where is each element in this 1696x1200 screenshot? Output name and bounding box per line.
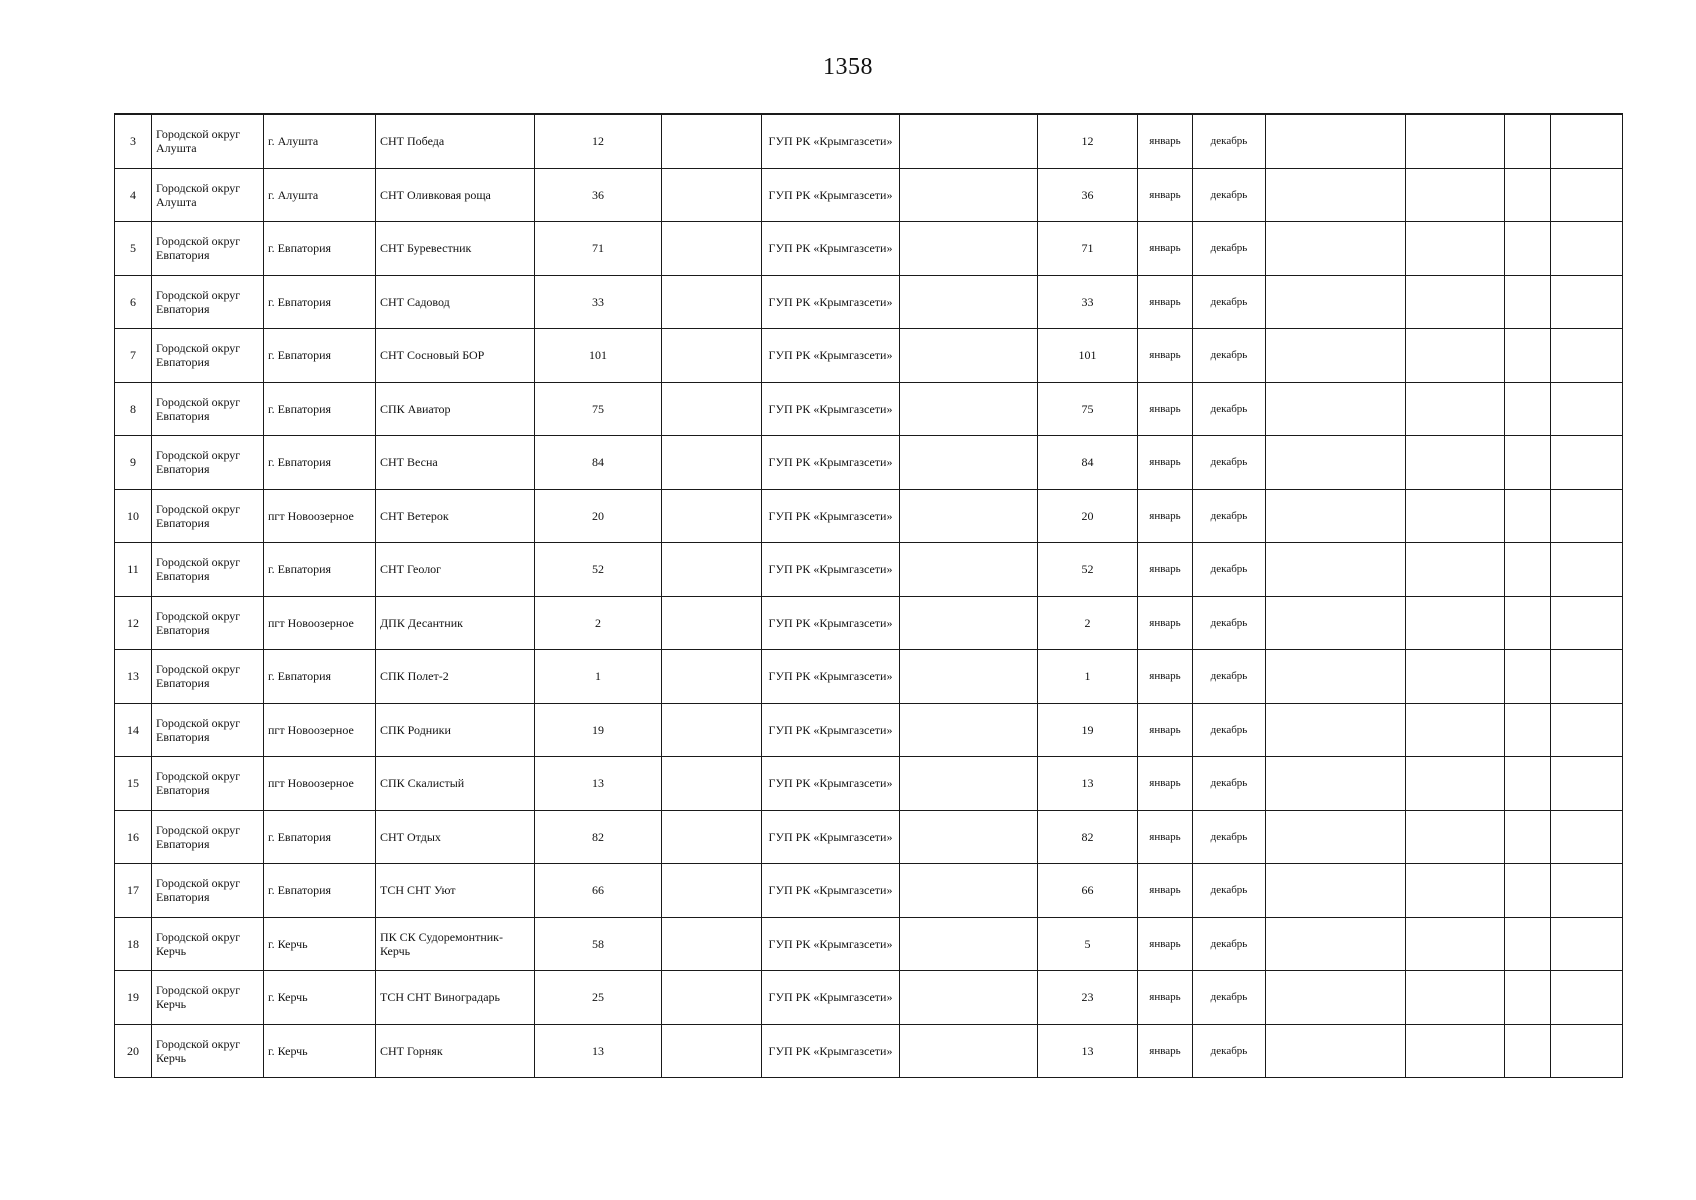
operator-cell: ГУП РК «Крымгазсети»	[762, 810, 900, 864]
empty-cell	[662, 757, 762, 811]
row-number-cell: 7	[115, 329, 152, 383]
empty-cell	[1551, 222, 1623, 276]
quantity-cell: 19	[535, 703, 662, 757]
empty-cell	[1505, 1024, 1551, 1078]
empty-cell	[1551, 703, 1623, 757]
locality-cell: г. Евпатория	[264, 650, 376, 704]
end-month-cell: декабрь	[1193, 329, 1266, 383]
empty-cell	[1406, 114, 1505, 168]
table-row	[115, 757, 1623, 811]
empty-cell	[1266, 543, 1406, 597]
start-month-cell: январь	[1138, 168, 1193, 222]
start-month-cell: январь	[1138, 810, 1193, 864]
start-month-cell: январь	[1138, 917, 1193, 971]
quantity-cell: 20	[535, 489, 662, 543]
empty-cell	[1266, 864, 1406, 918]
empty-cell	[662, 275, 762, 329]
organization-cell: СПК Авиатор	[376, 382, 535, 436]
row-number-cell: 10	[115, 489, 152, 543]
empty-cell	[1505, 810, 1551, 864]
empty-cell	[662, 436, 762, 490]
empty-cell	[900, 329, 1038, 383]
empty-cell	[1406, 222, 1505, 276]
start-month-cell: январь	[1138, 757, 1193, 811]
operator-cell: ГУП РК «Крымгазсети»	[762, 543, 900, 597]
empty-cell	[1505, 757, 1551, 811]
end-month-cell: декабрь	[1193, 650, 1266, 704]
empty-cell	[900, 382, 1038, 436]
quantity-planned-cell: 52	[1038, 543, 1138, 597]
quantity-cell: 25	[535, 971, 662, 1025]
table-row	[115, 810, 1623, 864]
empty-cell	[900, 436, 1038, 490]
empty-cell	[1505, 168, 1551, 222]
start-month-cell: январь	[1138, 329, 1193, 383]
empty-cell	[662, 810, 762, 864]
quantity-cell: 13	[535, 1024, 662, 1078]
empty-cell	[1266, 971, 1406, 1025]
empty-cell	[662, 971, 762, 1025]
locality-cell: г. Евпатория	[264, 275, 376, 329]
empty-cell	[662, 864, 762, 918]
empty-cell	[1266, 489, 1406, 543]
operator-cell: ГУП РК «Крымгазсети»	[762, 650, 900, 704]
organization-cell: СНТ Отдых	[376, 810, 535, 864]
empty-cell	[1551, 810, 1623, 864]
start-month-cell: январь	[1138, 489, 1193, 543]
organization-cell: ПК СК Судоремонтник-Керчь	[376, 917, 535, 971]
empty-cell	[1505, 222, 1551, 276]
end-month-cell: декабрь	[1193, 703, 1266, 757]
empty-cell	[1551, 275, 1623, 329]
district-cell: Городской округ Керчь	[152, 1024, 264, 1078]
operator-cell: ГУП РК «Крымгазсети»	[762, 436, 900, 490]
empty-cell	[1266, 703, 1406, 757]
empty-cell	[662, 168, 762, 222]
empty-cell	[662, 222, 762, 276]
locality-cell: г. Алушта	[264, 168, 376, 222]
district-cell: Городской округ Евпатория	[152, 329, 264, 383]
empty-cell	[900, 864, 1038, 918]
empty-cell	[1406, 917, 1505, 971]
end-month-cell: декабрь	[1193, 222, 1266, 276]
empty-cell	[662, 543, 762, 597]
organization-cell: СНТ Горняк	[376, 1024, 535, 1078]
empty-cell	[662, 382, 762, 436]
empty-cell	[1406, 436, 1505, 490]
empty-cell	[1505, 917, 1551, 971]
locality-cell: г. Евпатория	[264, 222, 376, 276]
row-number-cell: 20	[115, 1024, 152, 1078]
row-number-cell: 13	[115, 650, 152, 704]
empty-cell	[900, 543, 1038, 597]
quantity-cell: 2	[535, 596, 662, 650]
operator-cell: ГУП РК «Крымгазсети»	[762, 382, 900, 436]
table-body	[115, 114, 1623, 1078]
empty-cell	[1266, 596, 1406, 650]
empty-cell	[1505, 114, 1551, 168]
locality-cell: г. Евпатория	[264, 810, 376, 864]
locality-cell: г. Керчь	[264, 917, 376, 971]
operator-cell: ГУП РК «Крымгазсети»	[762, 917, 900, 971]
organization-cell: СПК Полет-2	[376, 650, 535, 704]
district-cell: Городской округ Евпатория	[152, 222, 264, 276]
locality-cell: г. Евпатория	[264, 329, 376, 383]
row-number-cell: 9	[115, 436, 152, 490]
end-month-cell: декабрь	[1193, 810, 1266, 864]
empty-cell	[900, 114, 1038, 168]
organization-cell: СНТ Сосновый БОР	[376, 329, 535, 383]
empty-cell	[1551, 436, 1623, 490]
empty-cell	[662, 596, 762, 650]
organization-cell: СНТ Садовод	[376, 275, 535, 329]
empty-cell	[900, 703, 1038, 757]
table-row	[115, 650, 1623, 704]
empty-cell	[1505, 971, 1551, 1025]
locality-cell: пгт Новоозерное	[264, 596, 376, 650]
district-cell: Городской округ Евпатория	[152, 810, 264, 864]
start-month-cell: январь	[1138, 222, 1193, 276]
district-cell: Городской округ Евпатория	[152, 543, 264, 597]
empty-cell	[1266, 917, 1406, 971]
empty-cell	[900, 168, 1038, 222]
quantity-planned-cell: 13	[1038, 757, 1138, 811]
organization-cell: СНТ Оливковая роща	[376, 168, 535, 222]
table-row	[115, 275, 1623, 329]
row-number-cell: 19	[115, 971, 152, 1025]
empty-cell	[1406, 757, 1505, 811]
empty-cell	[1505, 329, 1551, 383]
end-month-cell: декабрь	[1193, 168, 1266, 222]
table-row	[115, 168, 1623, 222]
row-number-cell: 18	[115, 917, 152, 971]
end-month-cell: декабрь	[1193, 917, 1266, 971]
district-cell: Городской округ Евпатория	[152, 703, 264, 757]
empty-cell	[1505, 489, 1551, 543]
quantity-cell: 82	[535, 810, 662, 864]
empty-cell	[900, 650, 1038, 704]
empty-cell	[1266, 275, 1406, 329]
district-cell: Городской округ Евпатория	[152, 757, 264, 811]
row-number-cell: 11	[115, 543, 152, 597]
locality-cell: пгт Новоозерное	[264, 757, 376, 811]
organization-cell: СПК Скалистый	[376, 757, 535, 811]
quantity-cell: 12	[535, 114, 662, 168]
quantity-planned-cell: 23	[1038, 971, 1138, 1025]
row-number-cell: 12	[115, 596, 152, 650]
row-number-cell: 6	[115, 275, 152, 329]
empty-cell	[1266, 436, 1406, 490]
locality-cell: г. Алушта	[264, 114, 376, 168]
operator-cell: ГУП РК «Крымгазсети»	[762, 489, 900, 543]
quantity-planned-cell: 12	[1038, 114, 1138, 168]
empty-cell	[1505, 596, 1551, 650]
empty-cell	[1406, 650, 1505, 704]
start-month-cell: январь	[1138, 382, 1193, 436]
quantity-planned-cell: 2	[1038, 596, 1138, 650]
empty-cell	[1505, 703, 1551, 757]
table-row	[115, 114, 1623, 168]
operator-cell: ГУП РК «Крымгазсети»	[762, 114, 900, 168]
quantity-cell: 58	[535, 917, 662, 971]
empty-cell	[1505, 382, 1551, 436]
table-row	[115, 864, 1623, 918]
empty-cell	[1406, 1024, 1505, 1078]
row-number-cell: 16	[115, 810, 152, 864]
empty-cell	[1266, 650, 1406, 704]
empty-cell	[1406, 275, 1505, 329]
table-row	[115, 917, 1623, 971]
district-cell: Городской округ Евпатория	[152, 596, 264, 650]
quantity-planned-cell: 75	[1038, 382, 1138, 436]
locality-cell: г. Евпатория	[264, 864, 376, 918]
end-month-cell: декабрь	[1193, 382, 1266, 436]
empty-cell	[1406, 596, 1505, 650]
empty-cell	[1551, 596, 1623, 650]
empty-cell	[1551, 757, 1623, 811]
empty-cell	[662, 114, 762, 168]
quantity-planned-cell: 101	[1038, 329, 1138, 383]
district-cell: Городской округ Евпатория	[152, 275, 264, 329]
operator-cell: ГУП РК «Крымгазсети»	[762, 596, 900, 650]
locality-cell: г. Евпатория	[264, 543, 376, 597]
table-row	[115, 596, 1623, 650]
end-month-cell: декабрь	[1193, 1024, 1266, 1078]
empty-cell	[1266, 382, 1406, 436]
empty-cell	[1266, 114, 1406, 168]
district-cell: Городской округ Алушта	[152, 168, 264, 222]
start-month-cell: январь	[1138, 1024, 1193, 1078]
district-cell: Городской округ Алушта	[152, 114, 264, 168]
locality-cell: пгт Новоозерное	[264, 489, 376, 543]
district-cell: Городской округ Евпатория	[152, 864, 264, 918]
organization-cell: СНТ Геолог	[376, 543, 535, 597]
table-row	[115, 1024, 1623, 1078]
empty-cell	[1551, 168, 1623, 222]
quantity-planned-cell: 36	[1038, 168, 1138, 222]
start-month-cell: январь	[1138, 650, 1193, 704]
empty-cell	[662, 650, 762, 704]
organization-cell: СНТ Весна	[376, 436, 535, 490]
empty-cell	[662, 489, 762, 543]
end-month-cell: декабрь	[1193, 596, 1266, 650]
end-month-cell: декабрь	[1193, 543, 1266, 597]
empty-cell	[1551, 489, 1623, 543]
empty-cell	[1406, 168, 1505, 222]
organization-cell: СПК Родники	[376, 703, 535, 757]
quantity-cell: 33	[535, 275, 662, 329]
operator-cell: ГУП РК «Крымгазсети»	[762, 971, 900, 1025]
end-month-cell: декабрь	[1193, 114, 1266, 168]
empty-cell	[1505, 275, 1551, 329]
quantity-cell: 84	[535, 436, 662, 490]
empty-cell	[1551, 329, 1623, 383]
end-month-cell: декабрь	[1193, 436, 1266, 490]
empty-cell	[900, 1024, 1038, 1078]
quantity-cell: 36	[535, 168, 662, 222]
quantity-planned-cell: 33	[1038, 275, 1138, 329]
start-month-cell: январь	[1138, 436, 1193, 490]
empty-cell	[1406, 864, 1505, 918]
empty-cell	[1266, 168, 1406, 222]
end-month-cell: декабрь	[1193, 489, 1266, 543]
start-month-cell: январь	[1138, 864, 1193, 918]
table-row	[115, 703, 1623, 757]
organization-cell: ТСН СНТ Уют	[376, 864, 535, 918]
empty-cell	[662, 703, 762, 757]
data-table	[114, 113, 1623, 1078]
empty-cell	[1406, 489, 1505, 543]
empty-cell	[1551, 917, 1623, 971]
empty-cell	[662, 329, 762, 383]
table-row	[115, 489, 1623, 543]
district-cell: Городской округ Евпатория	[152, 650, 264, 704]
table-row	[115, 543, 1623, 597]
row-number-cell: 4	[115, 168, 152, 222]
end-month-cell: декабрь	[1193, 757, 1266, 811]
operator-cell: ГУП РК «Крымгазсети»	[762, 275, 900, 329]
empty-cell	[1551, 114, 1623, 168]
district-cell: Городской округ Евпатория	[152, 436, 264, 490]
quantity-planned-cell: 13	[1038, 1024, 1138, 1078]
empty-cell	[1505, 864, 1551, 918]
empty-cell	[1406, 329, 1505, 383]
operator-cell: ГУП РК «Крымгазсети»	[762, 703, 900, 757]
quantity-planned-cell: 5	[1038, 917, 1138, 971]
quantity-planned-cell: 1	[1038, 650, 1138, 704]
district-cell: Городской округ Керчь	[152, 917, 264, 971]
organization-cell: СНТ Победа	[376, 114, 535, 168]
end-month-cell: декабрь	[1193, 275, 1266, 329]
district-cell: Городской округ Евпатория	[152, 489, 264, 543]
locality-cell: г. Керчь	[264, 971, 376, 1025]
empty-cell	[1551, 971, 1623, 1025]
organization-cell: СНТ Ветерок	[376, 489, 535, 543]
quantity-planned-cell: 19	[1038, 703, 1138, 757]
organization-cell: СНТ Буревестник	[376, 222, 535, 276]
district-cell: Городской округ Евпатория	[152, 382, 264, 436]
empty-cell	[1266, 810, 1406, 864]
empty-cell	[1266, 329, 1406, 383]
empty-cell	[1505, 650, 1551, 704]
locality-cell: пгт Новоозерное	[264, 703, 376, 757]
empty-cell	[1406, 703, 1505, 757]
table-row	[115, 222, 1623, 276]
empty-cell	[1551, 864, 1623, 918]
start-month-cell: январь	[1138, 543, 1193, 597]
empty-cell	[1266, 757, 1406, 811]
row-number-cell: 15	[115, 757, 152, 811]
empty-cell	[1406, 382, 1505, 436]
quantity-planned-cell: 66	[1038, 864, 1138, 918]
empty-cell	[900, 275, 1038, 329]
empty-cell	[900, 971, 1038, 1025]
end-month-cell: декабрь	[1193, 864, 1266, 918]
quantity-cell: 52	[535, 543, 662, 597]
empty-cell	[662, 917, 762, 971]
start-month-cell: январь	[1138, 114, 1193, 168]
empty-cell	[900, 222, 1038, 276]
quantity-planned-cell: 82	[1038, 810, 1138, 864]
empty-cell	[1406, 810, 1505, 864]
empty-cell	[1505, 543, 1551, 597]
table-row	[115, 329, 1623, 383]
empty-cell	[1266, 222, 1406, 276]
row-number-cell: 8	[115, 382, 152, 436]
operator-cell: ГУП РК «Крымгазсети»	[762, 329, 900, 383]
empty-cell	[900, 757, 1038, 811]
start-month-cell: январь	[1138, 703, 1193, 757]
end-month-cell: декабрь	[1193, 971, 1266, 1025]
operator-cell: ГУП РК «Крымгазсети»	[762, 1024, 900, 1078]
district-cell: Городской округ Керчь	[152, 971, 264, 1025]
table-row	[115, 382, 1623, 436]
row-number-cell: 17	[115, 864, 152, 918]
table-row	[115, 971, 1623, 1025]
page-number: 1358	[823, 54, 873, 80]
empty-cell	[1551, 1024, 1623, 1078]
operator-cell: ГУП РК «Крымгазсети»	[762, 864, 900, 918]
empty-cell	[900, 917, 1038, 971]
empty-cell	[900, 810, 1038, 864]
quantity-cell: 71	[535, 222, 662, 276]
table-row	[115, 436, 1623, 490]
row-number-cell: 14	[115, 703, 152, 757]
empty-cell	[900, 596, 1038, 650]
start-month-cell: январь	[1138, 971, 1193, 1025]
quantity-planned-cell: 84	[1038, 436, 1138, 490]
start-month-cell: январь	[1138, 275, 1193, 329]
empty-cell	[1406, 971, 1505, 1025]
row-number-cell: 5	[115, 222, 152, 276]
quantity-planned-cell: 71	[1038, 222, 1138, 276]
empty-cell	[1266, 1024, 1406, 1078]
empty-cell	[1551, 650, 1623, 704]
row-number-cell: 3	[115, 114, 152, 168]
quantity-cell: 13	[535, 757, 662, 811]
quantity-cell: 75	[535, 382, 662, 436]
operator-cell: ГУП РК «Крымгазсети»	[762, 168, 900, 222]
quantity-cell: 1	[535, 650, 662, 704]
quantity-cell: 66	[535, 864, 662, 918]
start-month-cell: январь	[1138, 596, 1193, 650]
empty-cell	[1406, 543, 1505, 597]
empty-cell	[1551, 382, 1623, 436]
empty-cell	[662, 1024, 762, 1078]
empty-cell	[900, 489, 1038, 543]
locality-cell: г. Евпатория	[264, 436, 376, 490]
organization-cell: ДПК Десантник	[376, 596, 535, 650]
quantity-planned-cell: 20	[1038, 489, 1138, 543]
locality-cell: г. Евпатория	[264, 382, 376, 436]
empty-cell	[1505, 436, 1551, 490]
operator-cell: ГУП РК «Крымгазсети»	[762, 757, 900, 811]
organization-cell: ТСН СНТ Виноградарь	[376, 971, 535, 1025]
locality-cell: г. Керчь	[264, 1024, 376, 1078]
operator-cell: ГУП РК «Крымгазсети»	[762, 222, 900, 276]
quantity-cell: 101	[535, 329, 662, 383]
empty-cell	[1551, 543, 1623, 597]
